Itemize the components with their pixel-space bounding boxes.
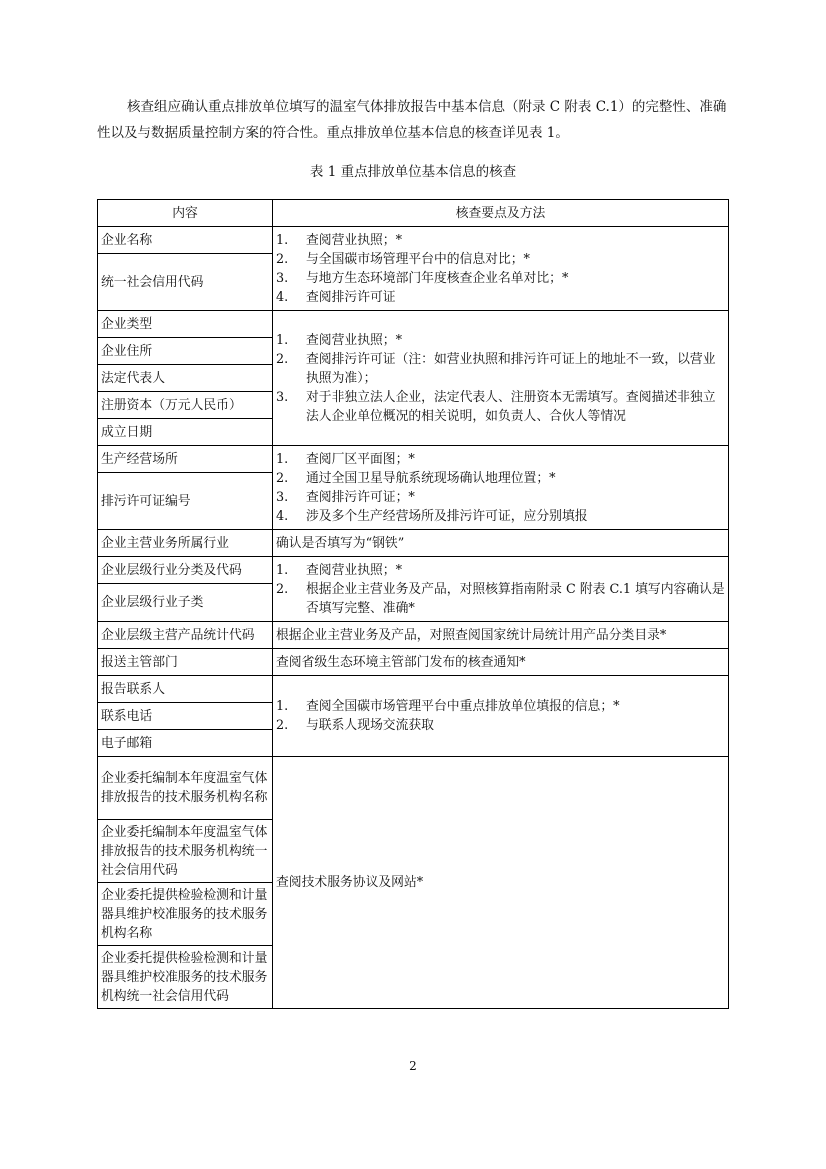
- list-item: 3. 查阅排污许可证；*: [276, 489, 415, 505]
- method-cell: 确认是否填写为“钢铁”: [273, 530, 729, 557]
- item-cell: 联系电话: [98, 703, 273, 730]
- item-cell: 企业委托提供检验检测和计量器具维护校准服务的技术服务机构统一社会信用代码: [98, 946, 273, 1009]
- list-item: 1. 查阅营业执照；*: [276, 562, 402, 578]
- item-cell: 企业委托编制本年度温室气体排放报告的技术服务机构统一社会信用代码: [98, 820, 273, 883]
- item-cell: 注册资本（万元人民币）: [98, 392, 273, 419]
- method-cell: 查阅省级生态环境主管部门发布的核查通知*: [273, 649, 729, 676]
- list-item: 4. 涉及多个生产经营场所及排污许可证，应分别填报: [276, 508, 588, 524]
- intro-paragraph: 核查组应确认重点排放单位填写的温室气体排放报告中基本信息（附录 C 附表 C.1）的完整性、准确性以及与数据质量控制方案的符合性。重点排放单位基本信息的核查详见表 1。: [97, 99, 727, 141]
- list-item: 3. 对于非独立法人企业，法定代表人、注册资本无需填写。查阅描述非独立法人企业单位概况的相关说明，如负责人、合伙人等情况: [276, 389, 716, 424]
- header-content: 内容: [98, 200, 273, 227]
- list-item: 2. 通过全国卫星导航系统现场确认地理位置；*: [276, 470, 556, 486]
- table-row: [98, 622, 729, 649]
- method-cell: [273, 676, 729, 757]
- table-header-row: [98, 200, 729, 227]
- method-cell: [273, 446, 729, 530]
- item-cell: 法定代表人: [98, 365, 273, 392]
- method-cell: [273, 311, 729, 446]
- table-row: [98, 676, 729, 703]
- item-cell: 企业名称: [98, 227, 273, 254]
- method-list: [276, 331, 725, 426]
- method-cell: [273, 227, 729, 311]
- item-cell: 企业类型: [98, 311, 273, 338]
- item-cell: 企业委托提供检验检测和计量器具维护校准服务的技术服务机构名称: [98, 883, 273, 946]
- item-cell: 企业委托编制本年度温室气体排放报告的技术服务机构名称: [98, 757, 273, 820]
- list-item: 2. 根据企业主营业务及产品，对照核算指南附录 C 附表 C.1 填写内容确认是否填写完整、准确*: [276, 581, 725, 616]
- item-cell: 企业住所: [98, 338, 273, 365]
- item-cell: 报送主管部门: [98, 649, 273, 676]
- table-row: [98, 530, 729, 557]
- page-number: 2: [409, 1059, 417, 1073]
- method-list: [276, 231, 725, 307]
- list-item: 1. 查阅营业执照；*: [276, 232, 402, 248]
- list-item: 2. 查阅排污许可证（注：如营业执照和排污许可证上的地址不一致，以营业执照为准）；: [276, 351, 716, 386]
- item-cell: 企业主营业务所属行业: [98, 530, 273, 557]
- item-cell: 企业层级主营产品统计代码: [98, 622, 273, 649]
- method-cell: [273, 557, 729, 622]
- method-list: [276, 697, 725, 735]
- table-row: [98, 557, 729, 584]
- item-cell: 成立日期: [98, 419, 273, 446]
- item-cell: 企业层级行业子类: [98, 584, 273, 622]
- item-cell: 统一社会信用代码: [98, 254, 273, 311]
- list-item: 4. 查阅排污许可证: [276, 289, 396, 305]
- table-row: [98, 311, 729, 338]
- table-caption: 表 1 重点排放单位基本信息的核查: [309, 164, 517, 180]
- header-method: 核查要点及方法: [273, 200, 729, 227]
- method-cell: 根据企业主营业务及产品，对照查阅国家统计局统计用产品分类目录*: [273, 622, 729, 649]
- list-item: 1. 查阅厂区平面图；*: [276, 451, 415, 467]
- item-cell: 报告联系人: [98, 676, 273, 703]
- table-row: [98, 227, 729, 254]
- list-item: 1. 查阅营业执照；*: [276, 332, 402, 348]
- method-list: [276, 450, 725, 526]
- table-row: [98, 757, 729, 820]
- method-list: [276, 561, 725, 618]
- list-item: 2. 与全国碳市场管理平台中的信息对比；*: [276, 251, 530, 267]
- verification-table: [97, 199, 729, 1009]
- item-cell: 排污许可证编号: [98, 473, 273, 530]
- method-cell: 查阅技术服务协议及网站*: [273, 757, 729, 1009]
- item-cell: 生产经营场所: [98, 446, 273, 473]
- table-row: [98, 649, 729, 676]
- list-item: 1. 查阅全国碳市场管理平台中重点排放单位填报的信息；*: [276, 699, 620, 714]
- table-row: [98, 446, 729, 473]
- list-item: 2. 与联系人现场交流获取: [276, 718, 434, 733]
- list-item: 3. 与地方生态环境部门年度核查企业名单对比；*: [276, 270, 569, 286]
- item-cell: 企业层级行业分类及代码: [98, 557, 273, 584]
- item-cell: 电子邮箱: [98, 730, 273, 757]
